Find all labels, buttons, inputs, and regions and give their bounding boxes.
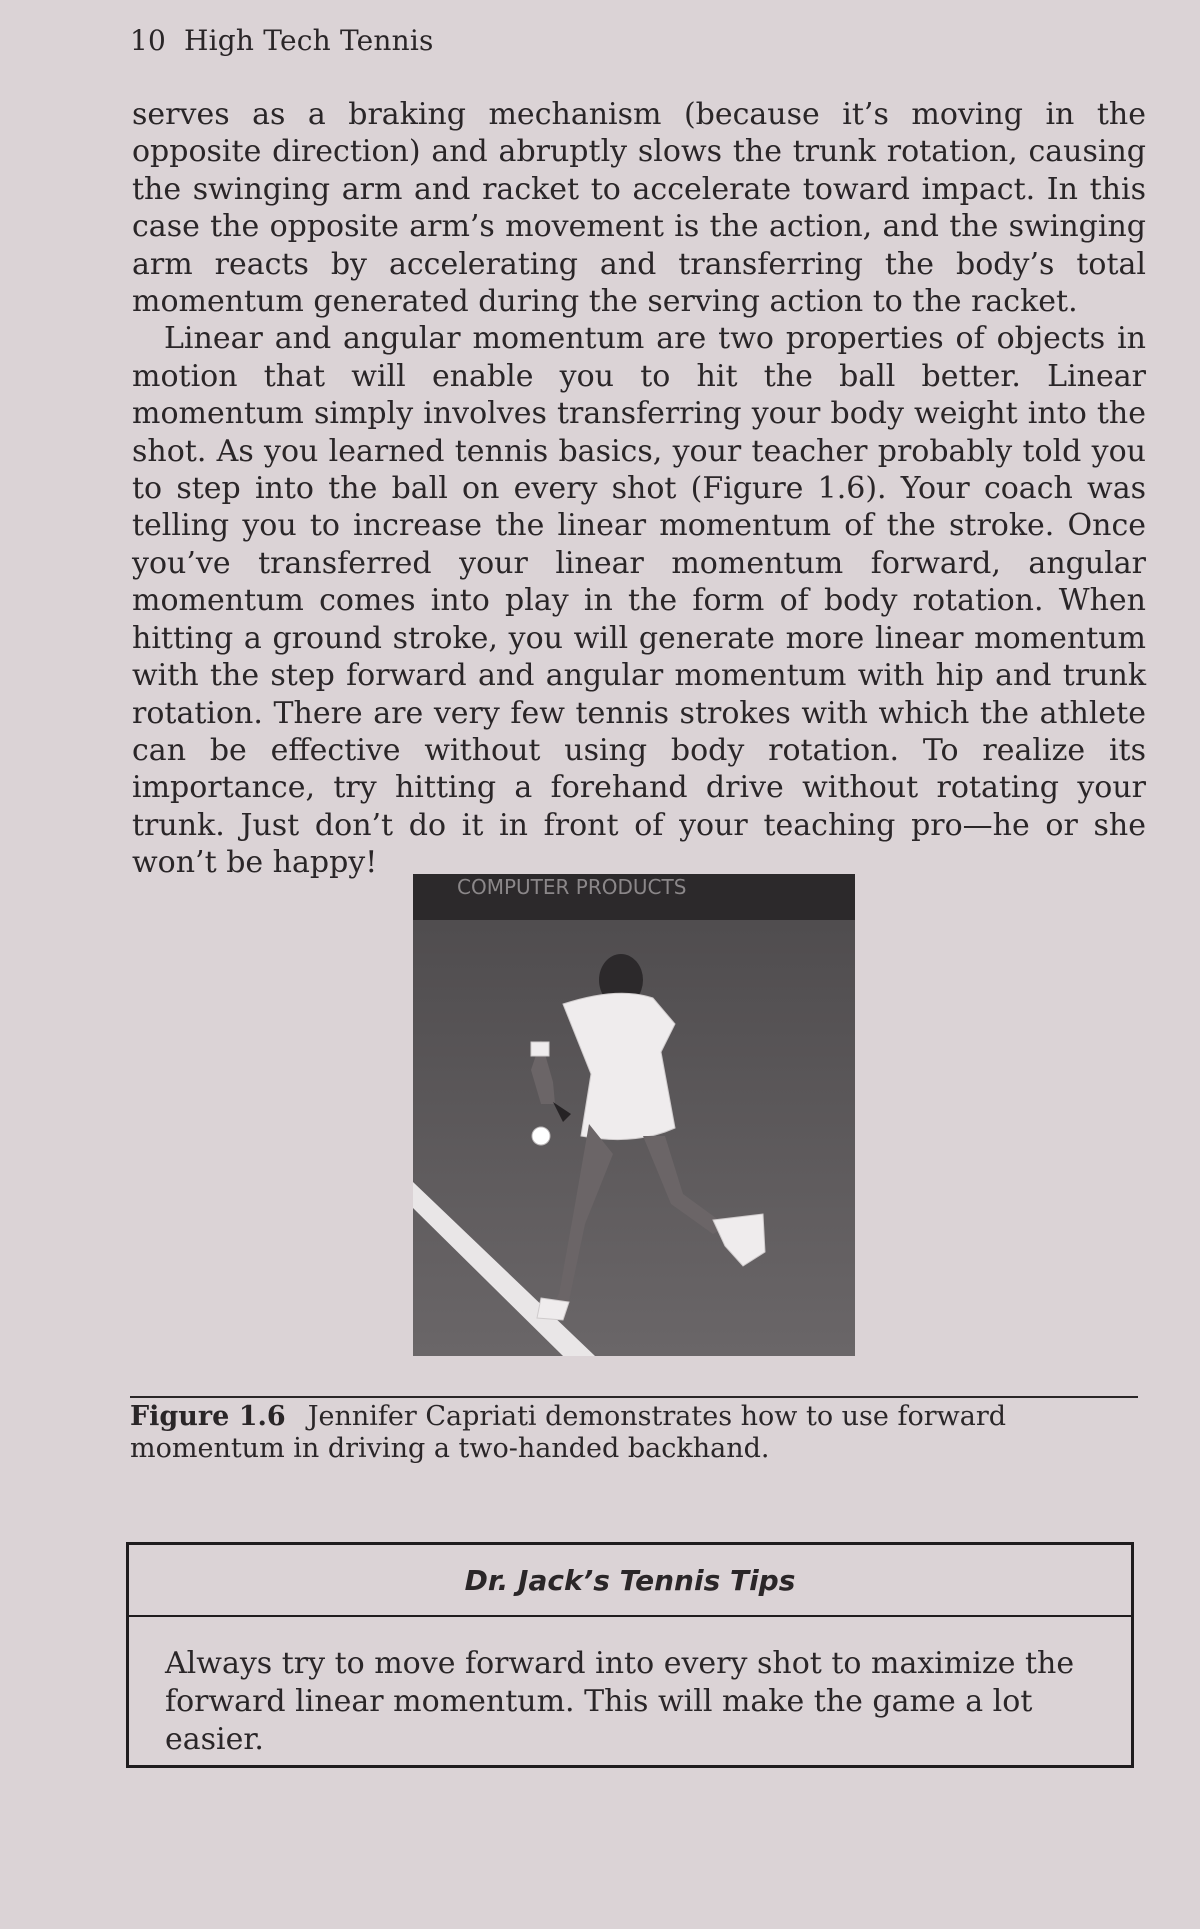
running-head	[130, 24, 434, 57]
tips-title: Dr. Jack’s Tennis Tips	[129, 1545, 1131, 1617]
figure-photo	[413, 874, 855, 1356]
sponsor-banner-text: COMPUTER PRODUCTS	[457, 875, 687, 899]
paragraph-1: serves as a braking mechanism (because it’s moving in the opposite direction) and abruptly slows the trunk rotation, causing the swinging arm and racket to accelerate toward impact. In this case the opposite arm’s movement is the action, and the swinging arm reacts by accelerating and transferring the body’s total momentum generated during the serving action to the racket.	[132, 97, 1146, 320]
figure-caption	[130, 1401, 1140, 1465]
figure-caption-text: Jennifer Capriati demonstrates how to use forward momentum in driving a two-handed backhand.	[130, 1401, 1007, 1464]
tips-text: Always try to move forward into every shot to maximize the forward linear momentum. This will make the game a lot easier.	[165, 1646, 1075, 1757]
paragraph-2: Linear and angular momentum are two properties of objects in motion that will enable you to hit the ball better. Linear momentum simply involves transferring your body weight into the shot. As you learned tennis basics, your teacher probably told you to step into the ball on every shot (Figure 1.6). Your coach was telling you to increase the linear momentum of the stroke. Once you’ve transferred your linear momentum forward, angular momentum comes into play in the form of body rotation. When hitting a ground stroke, you will generate more linear momentum with the step forward and angular momentum with hip and trunk rotation. There are very few tennis strokes with which the athlete can be effective without using body rotation. To realize its importance, try hitting a forehand drive without rotating your trunk. Just don’t do it in front of your teaching pro—he or she won’t be happy!	[132, 321, 1146, 881]
body-text	[132, 96, 1146, 882]
caption-rule	[130, 1396, 1138, 1398]
book-title: High Tech Tennis	[184, 24, 434, 57]
page-number: 10	[130, 24, 167, 57]
figure-label: Figure 1.6	[130, 1401, 286, 1432]
tips-box	[126, 1542, 1134, 1768]
